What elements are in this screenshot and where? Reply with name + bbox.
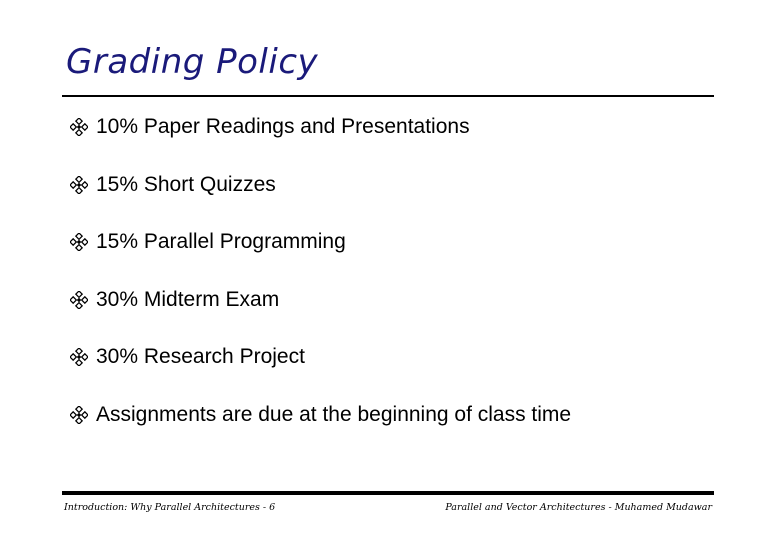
bullet-text: 30% Research Project — [96, 345, 305, 368]
bullet-item — [70, 400, 571, 430]
bullet-text: 30% Midterm Exam — [96, 288, 280, 311]
bullet-item — [70, 112, 470, 142]
footer-right-text: Parallel and Vector Architectures - Muhamed Mudawar — [445, 502, 712, 513]
diamond-bullet-icon — [70, 406, 88, 424]
footer-divider — [62, 491, 714, 495]
bullet-item — [70, 227, 346, 257]
diamond-bullet-icon — [70, 348, 88, 366]
slide-title: Grading Policy — [66, 42, 319, 82]
diamond-bullet-icon — [70, 118, 88, 136]
footer-left-text: Introduction: Why Parallel Architectures - 6 — [64, 502, 276, 513]
diamond-bullet-icon — [70, 233, 88, 251]
bullet-text: Assignments are due at the beginning of class time — [96, 403, 572, 426]
bullet-item — [70, 285, 279, 315]
diamond-bullet-icon — [70, 291, 88, 309]
bullet-text: 15% Short Quizzes — [96, 173, 276, 196]
diamond-bullet-icon — [70, 176, 88, 194]
bullet-item — [70, 170, 276, 200]
bullet-text: 15% Parallel Programming — [96, 230, 346, 253]
bullet-text: 10% Paper Readings and Presentations — [96, 115, 470, 138]
title-divider — [62, 95, 714, 97]
bullet-item — [70, 342, 305, 372]
